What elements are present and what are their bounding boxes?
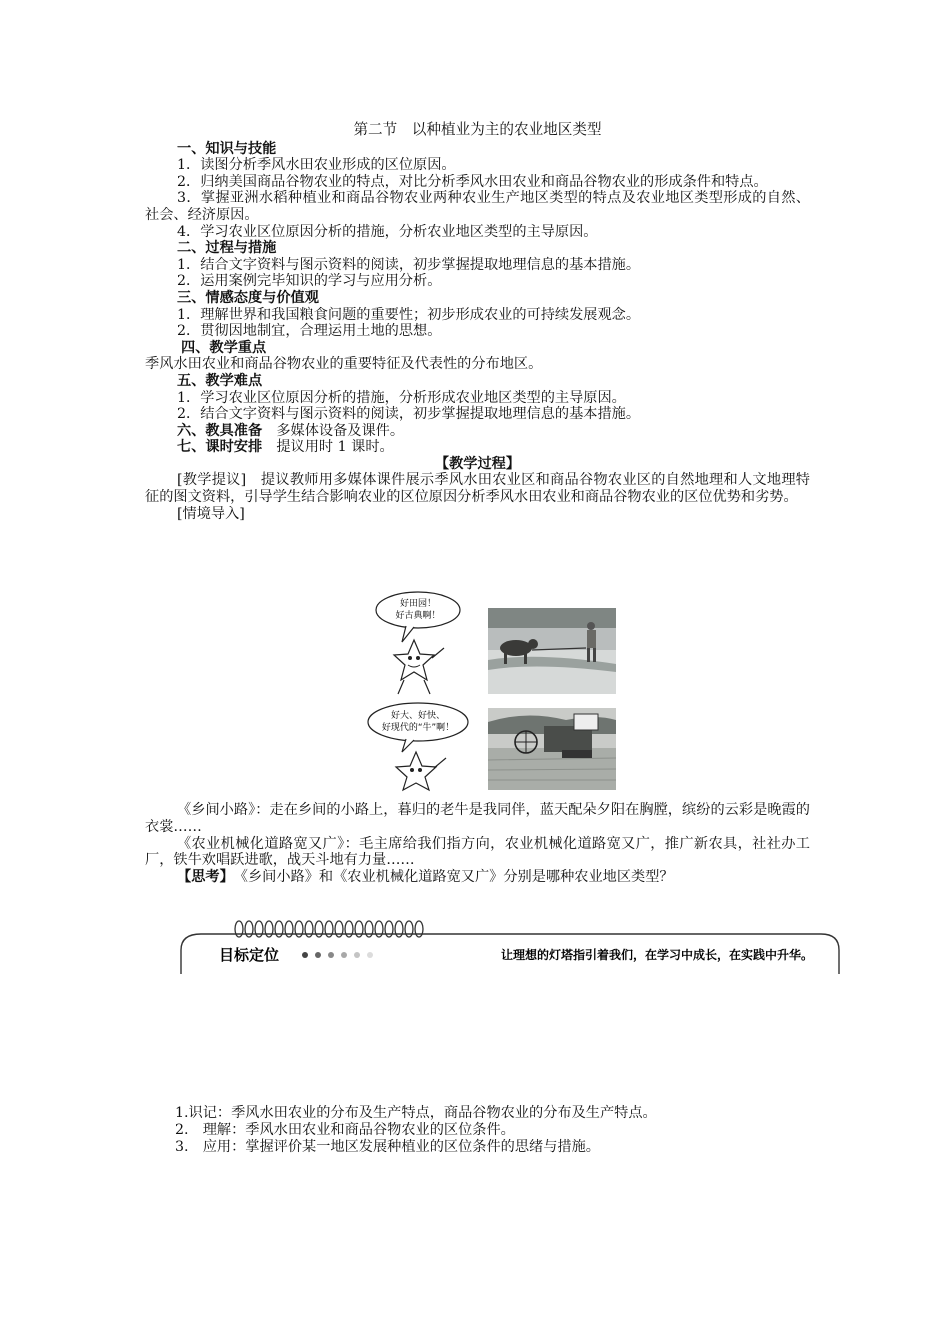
page-title: 第二节 以种植业为主的农业地区类型 — [353, 121, 602, 138]
think-paragraph — [145, 869, 810, 886]
star-mascot-icon — [394, 640, 444, 694]
lesson-plan — [145, 122, 810, 522]
section-heading-schedule: 七、课时安排 — [177, 439, 263, 456]
intro-label: [情境导入] — [177, 505, 245, 522]
intro-illustration — [366, 590, 618, 792]
suggest-label: [教学提议] — [177, 472, 247, 489]
goal-item: 2. 理解：季风水田农业和商品谷物农业的区位条件。 — [175, 1121, 515, 1138]
think-label: 【思考】 — [177, 869, 227, 886]
photo-ox-plowing — [488, 608, 616, 694]
section-tools — [177, 423, 810, 440]
bubble-2-line-2: 好现代的“牛”啊！ — [381, 723, 455, 733]
list-item: 1．读图分析季风水田农业形成的区位原因。 — [177, 157, 456, 174]
list-item: 2．贯彻因地制宜，合理运用土地的思想。 — [177, 323, 442, 340]
list-item: 3．掌握亚洲水稻种植业和商品谷物农业两种农业生产地区类型的特点及农业地区类型形成的自然、社会、经济原因。 — [145, 190, 810, 223]
list-item: 2．结合文字资料与图示资料的阅读，初步掌握提取地理信息的基本措施。 — [177, 406, 641, 423]
goal-item: 1.识记：季风水田农业的分布及生产特点，商品谷物农业的分布及生产特点。 — [175, 1105, 657, 1121]
goal-item: 3. 应用：掌握评价某一地区发展种植业的区位条件的思绪与措施。 — [175, 1138, 600, 1155]
section-heading-difficulties: 五、教学难点 — [177, 372, 263, 389]
section-schedule — [177, 439, 810, 456]
section-heading-tools: 六、教具准备 — [177, 422, 263, 439]
schedule-text: 提议用时 1 课时。 — [276, 439, 394, 456]
think-text: 《乡间小路》和《农业机械化道路宽又广》分别是哪种农业地区类型？ — [240, 869, 674, 886]
star-mascot-icon — [396, 752, 446, 790]
poem-1: 《乡间小路》：走在乡间的小路上，暮归的老牛是我同伴，蓝天配朵夕阳在胸膛，缤纷的云彩是晚霞的衣裳…… — [145, 802, 810, 835]
photo-combine-harvester — [488, 708, 616, 790]
list-item: 2．归纳美国商品谷物农业的特点，对比分析季风水田农业和商品谷物农业的形成条件和特点。 — [177, 173, 768, 190]
key-points-text: 季风水田农业和商品谷物农业的重要特征及代表性的分布地区。 — [145, 356, 543, 373]
list-item: 4．学习农业区位原因分析的措施，分析农业地区类型的主导原因。 — [177, 223, 598, 240]
list-item: 1．理解世界和我国粮食问题的重要性；初步形成农业的可持续发展观念。 — [177, 306, 641, 323]
list-item: 1．学习农业区位原因分析的措施，分析形成农业地区类型的主导原因。 — [177, 389, 626, 406]
suggest-text: 提议教师用多媒体课件展示季风水田农业区和商品谷物农业区的自然地理和人文地理特征的图文资料，引导学生结合影响农业的区位原因分析季风水田农业和商品谷物农业的区位优势和劣势。 — [145, 472, 810, 506]
section-heading-key-points: 四、教学重点 — [181, 339, 267, 356]
list-item: 1．结合文字资料与图示资料的阅读，初步掌握提取地理信息的基本措施。 — [177, 256, 641, 273]
poem-2: 《农业机械化道路宽又广》：毛主席给我们指方向，农业机械化道路宽又广，推广新农具，社社办工厂，铁牛欢唱跃进歌，战天斗地有力量…… — [145, 835, 810, 869]
dots-decoration-icon — [302, 952, 373, 958]
list-item: 2．运用案例完毕知识的学习与应用分析。 — [177, 273, 442, 290]
suggest-paragraph — [145, 472, 810, 505]
bubble-2-line-1: 好大、好快、 — [390, 711, 446, 721]
section-heading-knowledge: 一、知识与技能 — [177, 140, 277, 157]
banner-slogan: 让理想的灯塔指引着我们，在学习中成长，在实践中升华。 — [500, 948, 813, 962]
speech-bubble-2 — [368, 703, 468, 752]
goal-banner — [177, 916, 843, 976]
speech-bubble-1 — [376, 592, 460, 642]
poem-section — [145, 802, 810, 886]
bubble-1-line-1: 好田园！ — [399, 599, 437, 609]
banner-label: 目标定位 — [219, 946, 280, 964]
goals-list — [175, 1105, 815, 1155]
bubble-1-line-2: 好古典啊！ — [395, 611, 441, 621]
tools-text: 多媒体设备及课件。 — [276, 422, 405, 439]
process-heading: 【教学过程】 — [434, 455, 521, 472]
section-heading-attitude: 三、情感态度与价值观 — [177, 289, 319, 306]
section-heading-process: 二、过程与措施 — [177, 240, 277, 257]
